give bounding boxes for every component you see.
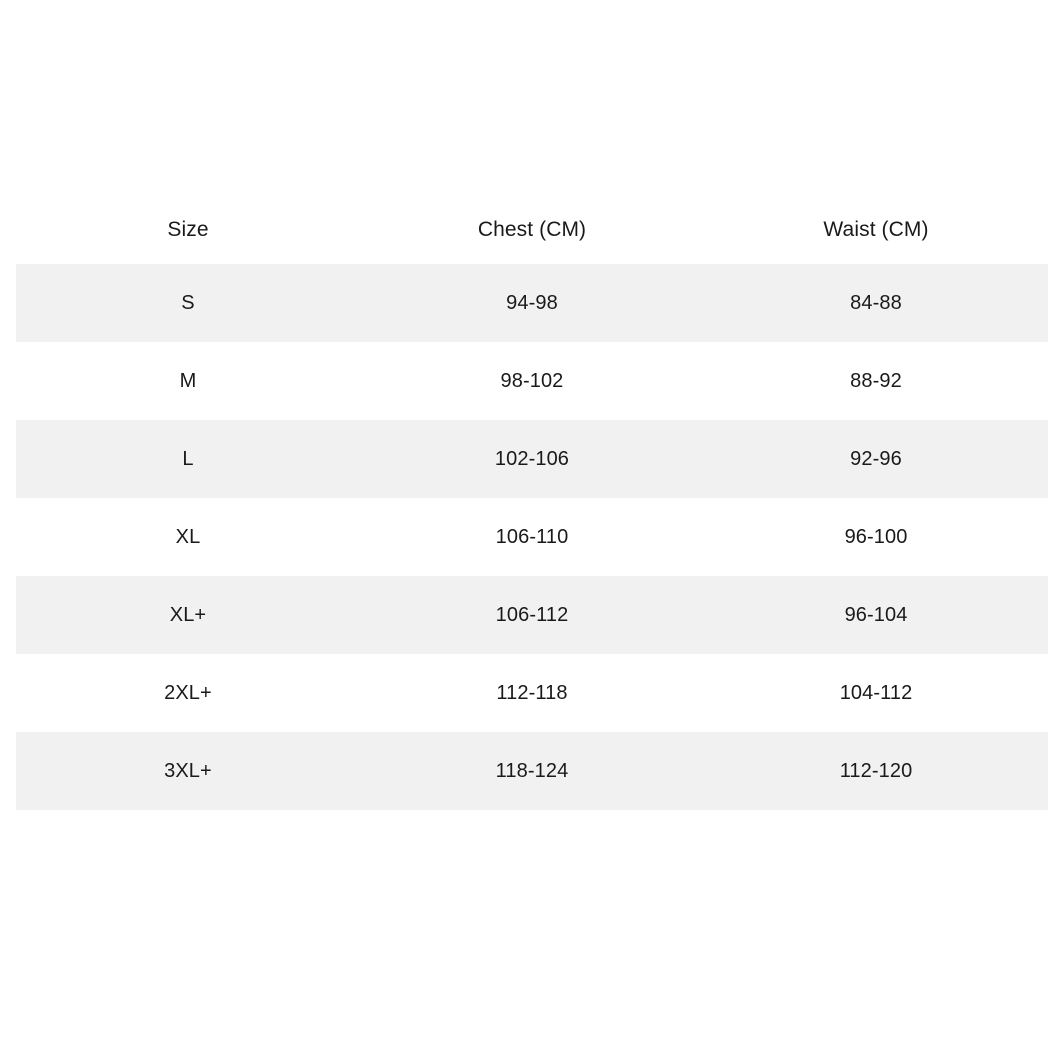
table-body xyxy=(16,264,1048,810)
cell-size: L xyxy=(16,420,360,498)
cell-size: M xyxy=(16,342,360,420)
table-row xyxy=(16,498,1048,576)
cell-chest: 106-112 xyxy=(360,576,704,654)
cell-waist: 96-104 xyxy=(704,576,1048,654)
table-row xyxy=(16,732,1048,810)
size-chart-table xyxy=(16,208,1048,810)
table-row xyxy=(16,264,1048,342)
cell-size: 3XL+ xyxy=(16,732,360,810)
cell-chest: 112-118 xyxy=(360,654,704,732)
cell-waist: 112-120 xyxy=(704,732,1048,810)
cell-waist: 92-96 xyxy=(704,420,1048,498)
cell-size: XL+ xyxy=(16,576,360,654)
table-header xyxy=(16,208,1048,264)
table-row xyxy=(16,654,1048,732)
cell-size: XL xyxy=(16,498,360,576)
cell-size: S xyxy=(16,264,360,342)
table-row xyxy=(16,420,1048,498)
size-chart-table-container xyxy=(16,208,1048,810)
cell-size: 2XL+ xyxy=(16,654,360,732)
cell-chest: 98-102 xyxy=(360,342,704,420)
column-header-waist: Waist (CM) xyxy=(704,208,1048,264)
table-header-row xyxy=(16,208,1048,264)
cell-chest: 94-98 xyxy=(360,264,704,342)
column-header-chest: Chest (CM) xyxy=(360,208,704,264)
cell-chest: 118-124 xyxy=(360,732,704,810)
cell-chest: 102-106 xyxy=(360,420,704,498)
table-row xyxy=(16,342,1048,420)
cell-waist: 84-88 xyxy=(704,264,1048,342)
column-header-size: Size xyxy=(16,208,360,264)
table-row xyxy=(16,576,1048,654)
cell-waist: 104-112 xyxy=(704,654,1048,732)
cell-waist: 96-100 xyxy=(704,498,1048,576)
cell-waist: 88-92 xyxy=(704,342,1048,420)
cell-chest: 106-110 xyxy=(360,498,704,576)
